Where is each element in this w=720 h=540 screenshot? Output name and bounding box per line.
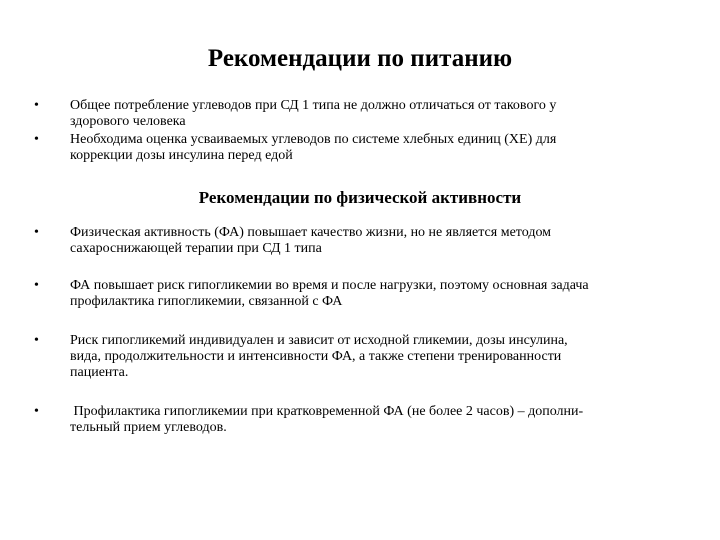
bullet-marker: •	[34, 278, 39, 293]
list-item-activity-3	[70, 333, 688, 381]
bullet-marker: •	[34, 98, 39, 113]
text-line: сахароснижающей терапии при СД 1 типа	[70, 241, 322, 256]
text-line: вида, продолжительности и интенсивности ФА, а также степени тренированности	[70, 349, 562, 364]
list-item-activity-1	[70, 225, 688, 257]
text-line: ФА повышает риск гипогликемии во время и после нагрузки, поэтому основная задача	[70, 278, 589, 293]
bullet-marker: •	[34, 333, 39, 348]
text-line: тельный прием углеводов.	[70, 420, 227, 435]
text-line: здорового человека	[70, 114, 186, 129]
section-title: Рекомендации по физической активности	[198, 188, 522, 207]
list-item-activity-4	[70, 404, 688, 436]
text-line: коррекции дозы инсулина перед едой	[70, 148, 293, 163]
bullet-marker: •	[34, 404, 39, 419]
page-title: Рекомендации по питанию	[207, 45, 513, 72]
text-line: Профилактика гипогликемии при кратковременной ФА (не более 2 часов) – дополни-	[70, 404, 584, 419]
text-line: Риск гипогликемий индивидуален и зависит от исходной гликемии, дозы инсулина,	[70, 333, 568, 348]
list-item-nutrition-1	[70, 98, 688, 130]
list-item-nutrition-2	[70, 132, 688, 164]
text-line: Необходима оценка усваиваемых углеводов по системе хлебных единиц (ХЕ) для	[70, 132, 557, 147]
text-line: пациента.	[70, 365, 129, 380]
bullet-marker: •	[34, 132, 39, 147]
list-item-activity-2	[70, 278, 688, 310]
text-line: Общее потребление углеводов при СД 1 типа не должно отличаться от такового у	[70, 98, 557, 113]
text-line: профилактика гипогликемии, связанной с ФА	[70, 294, 343, 309]
bullet-marker: •	[34, 225, 39, 240]
text-line: Физическая активность (ФА) повышает качество жизни, но не является методом	[70, 225, 552, 240]
